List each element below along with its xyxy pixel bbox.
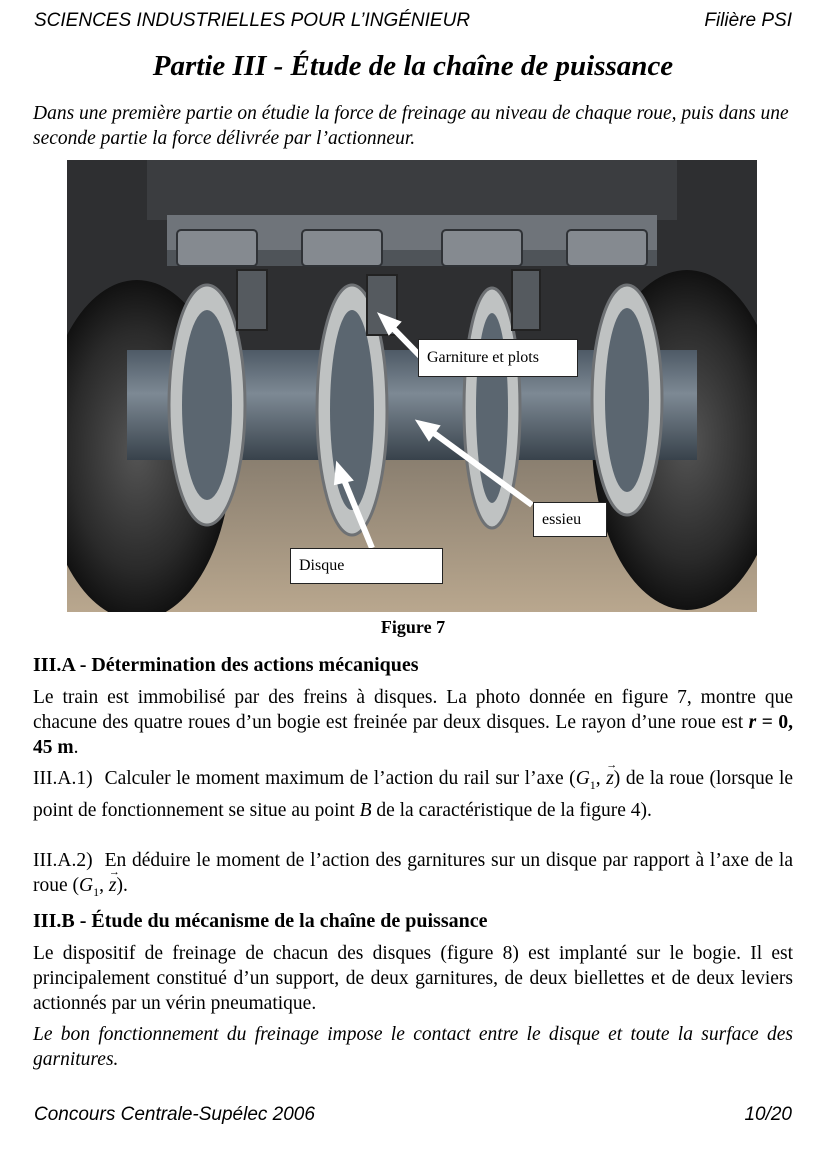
page-footer xyxy=(34,1104,792,1130)
radius-value: = 0, 45 m xyxy=(33,712,794,758)
label-garniture-et-plots: Garniture et plots xyxy=(418,339,578,377)
radius-symbol: r xyxy=(748,712,757,733)
axis-vector: → z xyxy=(606,766,614,791)
question-a1: III.A.1) Calculer le moment maximum de l’action du rail sur l’axe ($G_1$, → z) de la roue (lorsque le point de fonctionnement se situe au point B de la caractéristique de la figure 4). xyxy=(33,766,793,823)
point-b: B xyxy=(359,799,372,821)
page-number: 10/20 xyxy=(744,1104,792,1125)
header-track: Filière PSI xyxy=(704,10,792,31)
question-a1-text: Calculer le moment maximum de l’action du rail sur l’axe xyxy=(104,768,564,789)
axis-subscript: 1 xyxy=(589,777,596,792)
footer-contest: Concours Centrale-Supélec 2006 xyxy=(34,1104,315,1125)
page-header xyxy=(34,10,792,36)
section-a-paragraph: Le train est immobilisé par des freins à disques. La photo donnée en figure 7, montre que chacune des quatre roues d’un bogie est freinée par deux disques. Le rayon d’une roue est r = 0, 45 m. xyxy=(33,687,794,758)
section-b-paragraph: Le dispositif de freinage de chacun des disques (figure 8) est implanté sur le bogie. Il est principalement constitué d’un support, de deux garnitures, de deux biellettes et de deux leviers actionnés par un vérin pneumatique. xyxy=(33,943,793,1014)
figure-caption: Figure 7 xyxy=(380,617,446,637)
question-a2-text: En déduire le moment de l’action des garnitures sur un disque par rapport à l’axe de la roue xyxy=(33,850,793,896)
axis-subscript-2: 1 xyxy=(93,884,100,899)
axis-point-2: G xyxy=(79,875,94,896)
axis-vector-2: → z xyxy=(109,873,117,898)
header-subject: SCIENCES INDUSTRIELLES POUR L’INGÉNIEUR xyxy=(34,10,471,31)
question-a1-text-3: de la caractéristique de la figure 4). xyxy=(376,799,652,821)
figure-7-photo xyxy=(67,160,757,612)
section-b-note: Le bon fonctionnement du freinage impose le contact entre le disque et toute la surface des garnitures. xyxy=(33,1024,793,1070)
label-disque: Disque xyxy=(290,548,443,584)
page-title: Partie III - Étude de la chaîne de puissance xyxy=(152,50,674,82)
question-a2-number: III.A.2) xyxy=(33,850,93,871)
section-a-text: Le train est immobilisé par des freins à disques. La photo donnée en figure 7, montre que chacune des quatre roues d’un bogie est freinée par deux disques. Le rayon d’une roue est xyxy=(33,687,793,733)
question-a1-text-2: de la roue (lorsque le point de fonctionnement se situe au point xyxy=(33,768,794,821)
label-essieu: essieu xyxy=(533,502,607,537)
axis-point: G xyxy=(575,768,590,789)
question-a2: III.A.2) En déduire le moment de l’action des garnitures sur un disque par rapport à l’axe de la roue ($G_1$, → z). xyxy=(33,848,793,905)
intro-paragraph: Dans une première partie on étudie la force de freinage au niveau de chaque roue, puis dans une seconde partie la force délivrée par l’actionneur. xyxy=(33,103,789,149)
bogie-photo-illustration xyxy=(67,160,757,612)
section-a-title: III.A - Détermination des actions mécaniques xyxy=(33,654,419,676)
section-b-title: III.B - Étude du mécanisme de la chaîne de puissance xyxy=(33,910,488,932)
question-a1-number: III.A.1) xyxy=(33,768,93,789)
